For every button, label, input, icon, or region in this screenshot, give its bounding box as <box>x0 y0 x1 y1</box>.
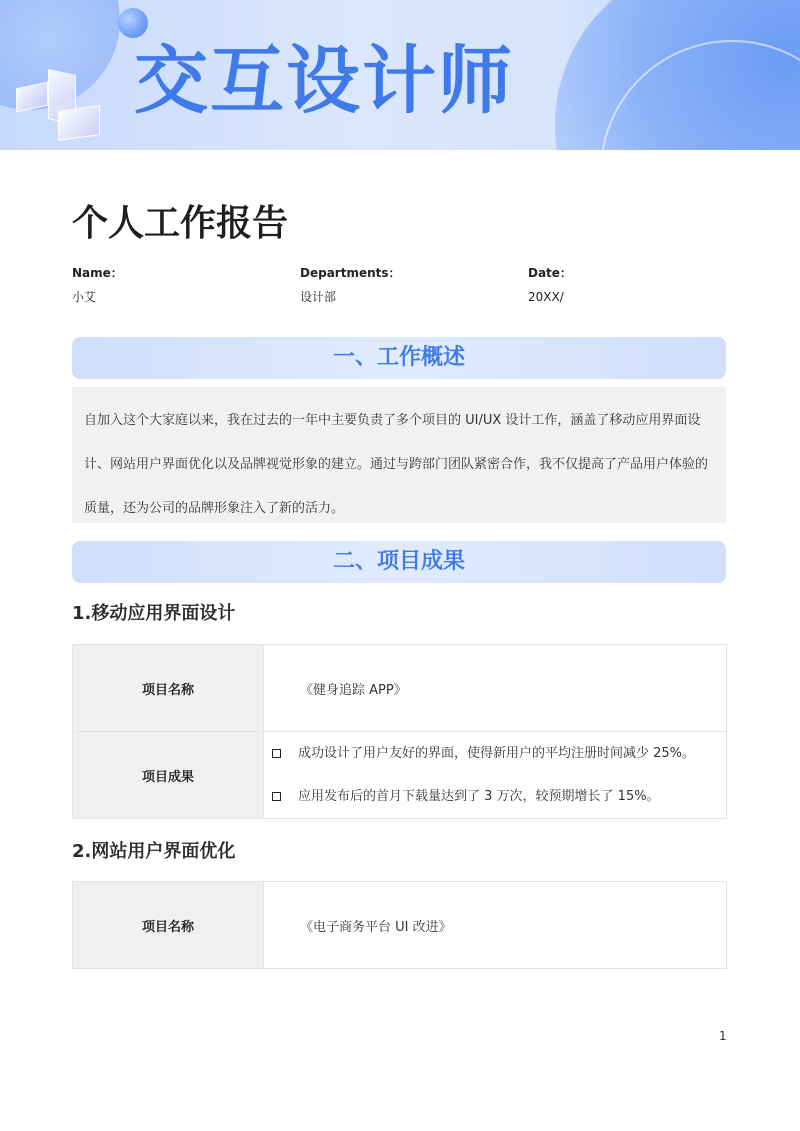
project-name-value: 《电子商务平台 UI 改进》 <box>264 882 727 969</box>
checkbox-icon <box>272 749 281 758</box>
overview-summary <box>72 387 726 523</box>
meta-date-label: Date： <box>528 266 572 280</box>
table-row <box>73 645 727 732</box>
meta-date <box>528 264 572 306</box>
result-list <box>300 732 726 818</box>
section-header-results: 二、项目成果 <box>72 541 726 583</box>
result-text: 成功设计了用户友好的界面，使得新用户的平均注册时间减少 25%。 <box>298 746 696 761</box>
meta-department <box>300 264 401 306</box>
project-table <box>72 881 727 969</box>
header-banner <box>0 0 800 150</box>
project-table <box>72 644 727 819</box>
table-row <box>73 882 727 969</box>
project-heading: 1.移动应用界面设计 <box>72 603 236 624</box>
project-heading: 2.网站用户界面优化 <box>72 841 236 862</box>
meta-name <box>72 264 123 306</box>
checkbox-icon <box>272 792 281 801</box>
meta-name-value: 小艾 <box>72 290 97 304</box>
table-row <box>73 732 727 819</box>
section-header-overview: 一、工作概述 <box>72 337 726 379</box>
project-result-label: 项目成果 <box>73 732 264 819</box>
meta-department-value: 设计部 <box>300 290 337 304</box>
decorative-sphere <box>118 8 148 38</box>
list-item <box>272 775 726 818</box>
banner-title: 交互设计师 <box>134 38 514 124</box>
project-name-value: 《健身追踪 APP》 <box>264 645 727 732</box>
list-item <box>272 732 726 775</box>
overview-text: 自加入这个大家庭以来，我在过去的一年中主要负责了多个项目的 UI/UX 设计工作，涵盖了移动应用界面设计、网站用户界面优化以及品牌视觉形象的建立。通过与跨部门团队紧密合作，我不仅提高了产品用户体验的质量，还为公司的品牌形象注入了新的活力。 <box>84 413 709 516</box>
project-name-label: 项目名称 <box>73 645 264 732</box>
report-title: 个人工作报告 <box>72 203 289 244</box>
project-result-value <box>264 732 727 819</box>
meta-department-label: Departments： <box>300 266 401 280</box>
project-name-label: 项目名称 <box>73 882 264 969</box>
meta-name-label: Name： <box>72 266 123 280</box>
decorative-glass-block <box>58 105 100 141</box>
page-number: 1 <box>719 1029 727 1043</box>
result-text: 应用发布后的首月下载量达到了 3 万次，较预期增长了 15%。 <box>298 789 660 804</box>
meta-date-value: 20XX/ <box>528 290 564 304</box>
